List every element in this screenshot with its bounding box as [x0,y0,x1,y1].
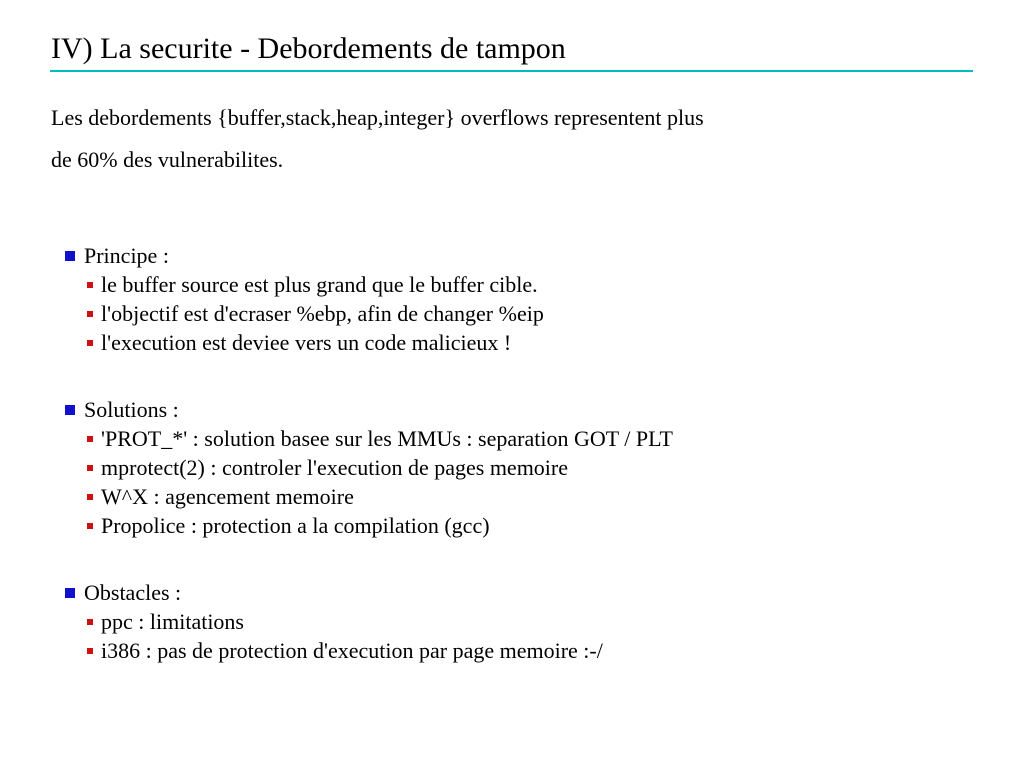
red-square-bullet-icon [87,523,93,529]
list-item [0,511,1024,540]
red-square-bullet-icon [87,436,93,442]
list-item-label: W^X : agencement memoire [101,484,354,509]
intro-paragraph [51,97,704,181]
blue-square-bullet-icon [65,251,75,261]
section [0,241,1024,357]
red-square-bullet-icon [87,648,93,654]
section-heading-label: Principe : [84,243,169,268]
section [0,578,1024,665]
section-heading [0,395,1024,424]
section-heading [0,578,1024,607]
list-item-label: l'objectif est d'ecraser %ebp, afin de changer %eip [101,301,544,326]
red-square-bullet-icon [87,282,93,288]
sections-list [0,241,1024,703]
red-square-bullet-icon [87,311,93,317]
red-square-bullet-icon [87,494,93,500]
list-item [0,607,1024,636]
list-item-label: i386 : pas de protection d'execution par page memoire :-/ [101,638,603,663]
list-item [0,424,1024,453]
list-item [0,636,1024,665]
list-item-label: Propolice : protection a la compilation (gcc) [101,513,490,538]
list-item [0,270,1024,299]
list-item [0,328,1024,357]
red-square-bullet-icon [87,465,93,471]
list-item-label: le buffer source est plus grand que le buffer cible. [101,272,538,297]
list-item [0,482,1024,511]
list-item-label: mprotect(2) : controler l'execution de pages memoire [101,455,569,480]
intro-line-2: de 60% des vulnerabilites. [51,147,284,172]
blue-square-bullet-icon [65,588,75,598]
section-heading-label: Solutions : [84,397,179,422]
section-heading-label: Obstacles : [84,580,182,605]
list-item [0,453,1024,482]
intro-line-1: Les debordements {buffer,stack,heap,integer} overflows representent plus [51,105,704,130]
list-item-label: 'PROT_*' : solution basee sur les MMUs : separation GOT / PLT [101,426,673,451]
list-item-label: ppc : limitations [101,609,244,634]
page-title: IV) La securite - Debordements de tampon [51,32,566,65]
list-item [0,299,1024,328]
section-heading [0,241,1024,270]
section [0,395,1024,540]
list-item-label: l'execution est deviee vers un code malicieux ! [101,330,512,355]
red-square-bullet-icon [87,340,93,346]
title-underline-rule [50,70,973,72]
red-square-bullet-icon [87,619,93,625]
blue-square-bullet-icon [65,405,75,415]
